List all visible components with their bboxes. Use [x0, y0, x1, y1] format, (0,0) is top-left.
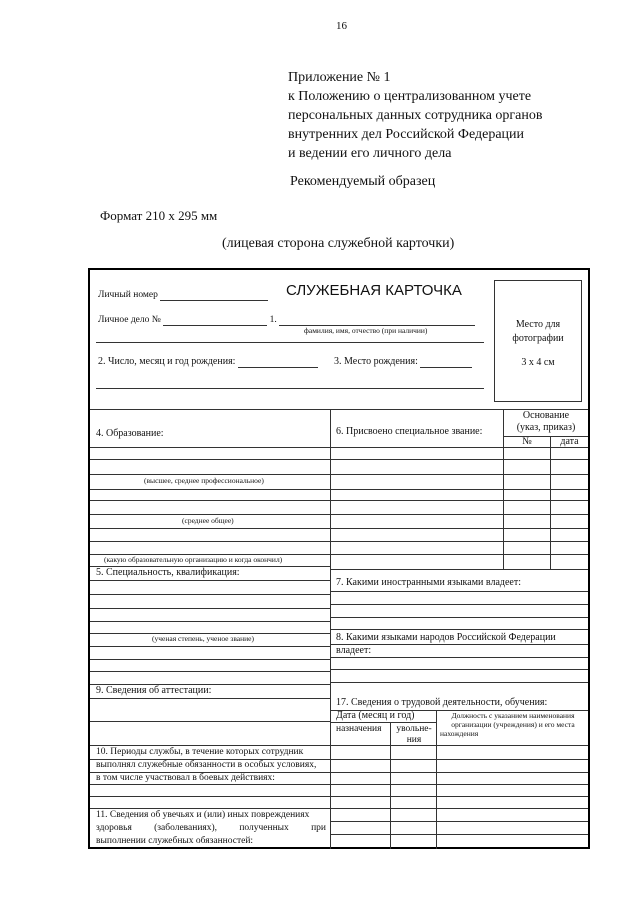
foreign-langs-row-line[interactable] — [330, 617, 588, 618]
rank-row-line[interactable] — [330, 528, 588, 529]
labor-position-label: Должность с указанием наименования организации (учреждения) и его места нахождения — [440, 711, 575, 738]
labor-row-line[interactable] — [330, 796, 588, 797]
appendix-header — [288, 68, 542, 163]
labor-row-line[interactable] — [330, 834, 588, 835]
basis-date-label: дата — [560, 436, 579, 447]
rank-row-line[interactable] — [330, 474, 588, 475]
attestation-row-line[interactable] — [90, 698, 330, 699]
labor-appointed-label: назначения — [336, 724, 382, 734]
education-row-line[interactable] — [90, 474, 330, 475]
basis-no-label: № — [522, 436, 532, 447]
side-caption: (лицевая сторона служебной карточки) — [222, 236, 455, 251]
rank-row-line[interactable] — [330, 514, 588, 515]
birth-place-label: 3. Место рождения: — [334, 356, 472, 368]
foreign-langs-row-line[interactable] — [330, 604, 588, 605]
labor-row-line[interactable] — [330, 784, 588, 785]
education-row-line[interactable] — [90, 500, 330, 501]
field-1-label: 1. — [269, 315, 277, 325]
photo-label: Место для — [515, 319, 561, 330]
education-row-line[interactable] — [90, 514, 330, 515]
foreign-langs-row-line[interactable] — [330, 629, 588, 630]
personal-file-field[interactable] — [163, 315, 267, 326]
basis-label: Основание — [522, 410, 570, 421]
education-row-line[interactable] — [90, 489, 330, 490]
full-name-field[interactable] — [279, 315, 475, 326]
photo-size: 3 х 4 см — [521, 357, 555, 368]
service-card — [88, 268, 590, 849]
appendix-line: внутренних дел Российской Федерации — [288, 127, 525, 142]
service-row-line[interactable] — [90, 796, 330, 797]
rank-label: 6. Присвоено специальное звание: — [336, 426, 483, 437]
labor-row-line[interactable] — [330, 772, 588, 773]
rf-langs-row-line[interactable] — [330, 682, 588, 683]
rank-row-line[interactable] — [330, 447, 588, 448]
education-row-line[interactable] — [90, 459, 330, 460]
foreign-languages-label: 7. Какими иностранными языками владеет: — [336, 577, 522, 588]
specialty-row-line[interactable] — [90, 580, 330, 581]
service-row-line — [90, 759, 330, 760]
education-label: 4. Образование: — [96, 428, 164, 439]
specialty-label: 5. Специальность, квалификация: — [96, 567, 240, 578]
rf-langs-row-line[interactable] — [330, 657, 588, 658]
service-row-line — [90, 772, 330, 773]
card-title: СЛУЖЕБНАЯ КАРТОЧКА — [286, 282, 462, 299]
service-periods-label: 10. Периоды службы, в течение которых сотрудник выполнял служебные обязанности в особых условиях, в том числе участвовал в боевых действиях: — [96, 747, 317, 783]
labor-row-line[interactable] — [330, 759, 588, 760]
photo-label: фотографии — [512, 333, 564, 344]
labor-row-line[interactable] — [330, 808, 588, 809]
rank-row-line[interactable] — [330, 489, 588, 490]
rank-row-line[interactable] — [330, 459, 588, 460]
rf-langs-row-line[interactable] — [330, 644, 588, 645]
labor-dismissed-label: увольне- ния — [396, 724, 432, 745]
birth-date-label: 2. Число, месяц и год рождения: — [98, 356, 318, 368]
appendix-line: Приложение № 1 — [288, 70, 391, 85]
page-number: 16 — [336, 20, 347, 32]
photo-box — [494, 280, 582, 402]
attestation-row-line[interactable] — [90, 721, 330, 722]
foreign-langs-row-line[interactable] — [330, 591, 588, 592]
degree-row-line[interactable] — [90, 646, 330, 647]
recommended-sample: Рекомендуемый образец — [290, 174, 436, 189]
rank-row-line[interactable] — [330, 500, 588, 501]
personal-number-label: Личный номер — [98, 290, 268, 301]
format-label: Формат 210 х 295 мм — [100, 208, 218, 223]
service-row-line[interactable] — [90, 784, 330, 785]
education-row-line[interactable] — [90, 447, 330, 448]
education-general-caption: (среднее общее) — [182, 516, 234, 525]
labor-row-line[interactable] — [330, 745, 588, 746]
birth-place-field[interactable] — [420, 356, 472, 368]
education-row-line[interactable] — [90, 541, 330, 542]
specialty-row-line[interactable] — [90, 594, 330, 595]
rank-row-line[interactable] — [330, 554, 588, 555]
labor-date-line — [330, 722, 436, 723]
rf-languages-label: 8. Какими языками народов Российской Федерации владеет: — [336, 632, 556, 656]
rank-row-line[interactable] — [330, 541, 588, 542]
education-higher-caption: (высшее, среднее профессиональное) — [144, 476, 264, 485]
labor-row-line[interactable] — [330, 821, 588, 822]
personal-number-field[interactable] — [160, 290, 268, 301]
degree-caption: (ученая степень, ученое звание) — [152, 634, 254, 643]
labor-activity-label: 17. Сведения о трудовой деятельности, обучения: — [336, 697, 548, 708]
rank-row-line[interactable] — [330, 569, 588, 570]
labor-col-divider — [436, 710, 437, 849]
appendix-line: персональных данных сотрудника органов — [288, 108, 543, 123]
fio-caption: фамилия, имя, отчество (при наличии) — [304, 326, 428, 335]
degree-row-line[interactable] — [90, 671, 330, 672]
birth-place-line[interactable] — [96, 388, 484, 389]
personal-file-label: Личное дело № 1. — [98, 315, 475, 326]
specialty-row-line[interactable] — [90, 608, 330, 609]
birth-date-field[interactable] — [238, 356, 318, 368]
specialty-row-line[interactable] — [90, 621, 330, 622]
rf-langs-row-line[interactable] — [330, 669, 588, 670]
education-row-line[interactable] — [90, 528, 330, 529]
injury-label: 11. Сведения об увечьях и (или) иных повреждениях здоровья (заболеваниях), полученных при выполнении служебных обязанностей: — [96, 810, 326, 846]
rank-col-divider — [550, 436, 551, 569]
attestation-label: 9. Сведения об аттестации: — [96, 685, 212, 696]
basis-label: (указ, приказ) — [516, 422, 576, 433]
labor-date-label: Дата (месяц и год) — [336, 710, 415, 721]
degree-row-line[interactable] — [90, 659, 330, 660]
labor-col-divider — [390, 722, 391, 849]
name-continuation-line[interactable] — [96, 342, 484, 343]
appendix-line: и ведении его личного дела — [288, 146, 452, 161]
education-org-caption: (какую образовательную организацию и когда окончил) — [104, 555, 283, 564]
appendix-line: к Положению о централизованном учете — [288, 89, 532, 104]
